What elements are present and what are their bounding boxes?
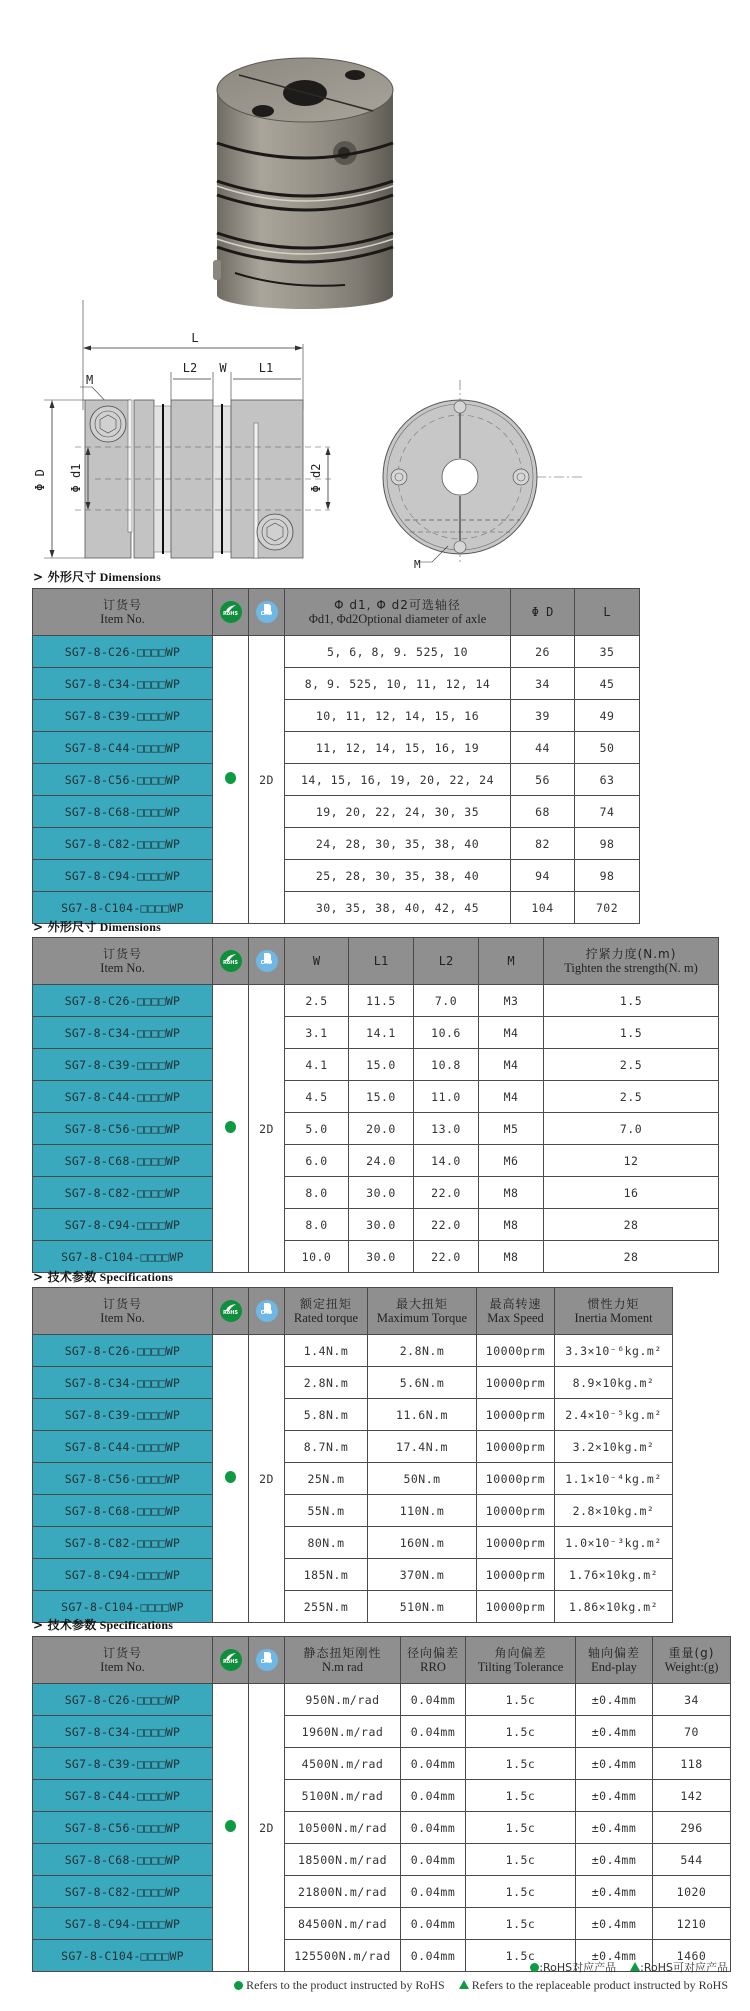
L2-cell: 10.6 <box>414 1017 479 1049</box>
axle-diameter-cell: 8, 9. 525, 10, 11, 12, 14 <box>285 668 511 700</box>
rated-torque-cell: 5.8N.m <box>285 1399 368 1431</box>
table-row <box>33 1844 731 1876</box>
header-maximum-torque: 最大扭矩 Maximum Torque <box>368 1288 477 1335</box>
specifications-table-1 <box>32 1287 673 1623</box>
item-no-cell: SG7-8-C56-□□□□WP <box>33 1463 213 1495</box>
table-row <box>33 1049 719 1081</box>
header-inertia-moment: 惯性力矩 Inertia Moment <box>555 1288 673 1335</box>
rohs-cell <box>213 1335 249 1623</box>
weight-cell: 34 <box>653 1684 731 1716</box>
axle-diameter-cell: 11, 12, 14, 15, 16, 19 <box>285 732 511 764</box>
M-cell: M8 <box>479 1177 544 1209</box>
weight-cell: 118 <box>653 1748 731 1780</box>
end-play-cell: ±0.4mm <box>576 1908 653 1940</box>
header-L2: L2 <box>414 938 479 985</box>
tilting-cell: 1.5c <box>466 1844 576 1876</box>
dim-label-W: W <box>219 361 227 375</box>
max-torque-cell: 5.6N.m <box>368 1367 477 1399</box>
stiffness-cell: 18500N.m/rad <box>285 1844 401 1876</box>
tilting-cell: 1.5c <box>466 1812 576 1844</box>
end-play-cell: ±0.4mm <box>576 1940 653 1972</box>
table-row <box>33 1177 719 1209</box>
item-no-cell: SG7-8-C82-□□□□WP <box>33 1177 213 1209</box>
item-no-cell: SG7-8-C44-□□□□WP <box>33 1780 213 1812</box>
header-item-no: 订货号 Item No. <box>33 938 213 985</box>
item-no-cell: SG7-8-C26-□□□□WP <box>33 1684 213 1716</box>
header-rohs <box>213 1637 249 1684</box>
phi-D-cell: 26 <box>511 636 575 668</box>
L1-cell: 24.0 <box>349 1145 414 1177</box>
product-photo-coupling <box>205 55 405 310</box>
rohs-compliant-dot-icon <box>225 1820 236 1832</box>
max-torque-cell: 11.6N.m <box>368 1399 477 1431</box>
header-rohs <box>213 1288 249 1335</box>
dim-label-M: M <box>86 373 94 387</box>
table-row <box>33 1367 673 1399</box>
M-cell: M8 <box>479 1209 544 1241</box>
inertia-moment-cell: 1.0×10⁻³kg.m² <box>555 1527 673 1559</box>
header-cad <box>249 1637 285 1684</box>
tighten-strength-cell: 16 <box>544 1177 719 1209</box>
L-cell: 49 <box>575 700 640 732</box>
rro-cell: 0.04mm <box>401 1876 466 1908</box>
item-no-cell: SG7-8-C56-□□□□WP <box>33 1812 213 1844</box>
header-end-play: 轴向偏差 End-play <box>576 1637 653 1684</box>
item-no-cell: SG7-8-C44-□□□□WP <box>33 732 213 764</box>
item-no-cell: SG7-8-C34-□□□□WP <box>33 1367 213 1399</box>
table-row <box>33 1748 731 1780</box>
M-cell: M8 <box>479 1241 544 1273</box>
axle-diameter-cell: 25, 28, 30, 35, 38, 40 <box>285 860 511 892</box>
table-row <box>33 732 640 764</box>
table-row <box>33 1716 731 1748</box>
table-row <box>33 1431 673 1463</box>
rohs-replaceable-triangle-icon <box>459 1980 469 1989</box>
item-no-cell: SG7-8-C68-□□□□WP <box>33 796 213 828</box>
item-no-cell: SG7-8-C39-□□□□WP <box>33 700 213 732</box>
item-no-cell: SG7-8-C39-□□□□WP <box>33 1748 213 1780</box>
item-no-cell: SG7-8-C68-□□□□WP <box>33 1495 213 1527</box>
end-play-cell: ±0.4mm <box>576 1684 653 1716</box>
rohs-compliant-dot-icon <box>530 1963 539 1972</box>
L2-cell: 22.0 <box>414 1209 479 1241</box>
dimensions-table-2 <box>32 937 719 1273</box>
end-play-cell: ±0.4mm <box>576 1812 653 1844</box>
stiffness-cell: 1960N.m/rad <box>285 1716 401 1748</box>
W-cell: 4.1 <box>285 1049 349 1081</box>
rated-torque-cell: 255N.m <box>285 1591 368 1623</box>
M-cell: M6 <box>479 1145 544 1177</box>
L1-cell: 30.0 <box>349 1209 414 1241</box>
rated-torque-cell: 2.8N.m <box>285 1367 368 1399</box>
dim-label-phiD: Φ D <box>33 469 47 491</box>
header-cad <box>249 938 285 985</box>
end-play-cell: ±0.4mm <box>576 1844 653 1876</box>
header-tighten-strength: 拧紧力度(N.m) Tighten the strength(N. m) <box>544 938 719 985</box>
rohs-badge-icon: RoHS <box>220 1300 242 1322</box>
table-header-row <box>33 589 640 636</box>
rated-torque-cell: 185N.m <box>285 1559 368 1591</box>
item-no-cell: SG7-8-C104-□□□□WP <box>33 1591 213 1623</box>
rro-cell: 0.04mm <box>401 1844 466 1876</box>
W-cell: 8.0 <box>285 1209 349 1241</box>
item-no-cell: SG7-8-C26-□□□□WP <box>33 985 213 1017</box>
axle-diameter-cell: 24, 28, 30, 35, 38, 40 <box>285 828 511 860</box>
axle-diameter-cell: 19, 20, 22, 24, 30, 35 <box>285 796 511 828</box>
phi-D-cell: 39 <box>511 700 575 732</box>
item-no-cell: SG7-8-C104-□□□□WP <box>33 892 213 924</box>
L-cell: 63 <box>575 764 640 796</box>
end-play-cell: ±0.4mm <box>576 1780 653 1812</box>
header-L: L <box>575 589 640 636</box>
max-torque-cell: 2.8N.m <box>368 1335 477 1367</box>
rro-cell: 0.04mm <box>401 1908 466 1940</box>
rohs-compliant-dot-icon <box>225 772 236 784</box>
phi-D-cell: 94 <box>511 860 575 892</box>
table-row <box>33 1559 673 1591</box>
M-cell: M4 <box>479 1081 544 1113</box>
item-no-cell: SG7-8-C34-□□□□WP <box>33 1716 213 1748</box>
tilting-cell: 1.5c <box>466 1716 576 1748</box>
item-no-cell: SG7-8-C68-□□□□WP <box>33 1844 213 1876</box>
inertia-moment-cell: 1.1×10⁻⁴kg.m² <box>555 1463 673 1495</box>
table-row <box>33 1081 719 1113</box>
header-rohs <box>213 589 249 636</box>
table-row <box>33 700 640 732</box>
max-torque-cell: 50N.m <box>368 1463 477 1495</box>
item-no-cell: SG7-8-C39-□□□□WP <box>33 1399 213 1431</box>
weight-cell: 1460 <box>653 1940 731 1972</box>
rro-cell: 0.04mm <box>401 1716 466 1748</box>
item-no-cell: SG7-8-C82-□□□□WP <box>33 1527 213 1559</box>
table-row <box>33 985 719 1017</box>
end-play-cell: ±0.4mm <box>576 1876 653 1908</box>
L1-cell: 11.5 <box>349 985 414 1017</box>
phi-D-cell: 104 <box>511 892 575 924</box>
L2-cell: 10.8 <box>414 1049 479 1081</box>
L-cell: 74 <box>575 796 640 828</box>
rohs-badge-icon: RoHS <box>220 1649 242 1671</box>
phi-D-cell: 56 <box>511 764 575 796</box>
cad-cell: 2D <box>249 1684 285 1972</box>
M-cell: M4 <box>479 1049 544 1081</box>
table-row <box>33 1145 719 1177</box>
W-cell: 10.0 <box>285 1241 349 1273</box>
specifications-table-2 <box>32 1636 731 1972</box>
M-cell: M3 <box>479 985 544 1017</box>
tighten-strength-cell: 2.5 <box>544 1049 719 1081</box>
header-L1: L1 <box>349 938 414 985</box>
L2-cell: 13.0 <box>414 1113 479 1145</box>
table-row <box>33 636 640 668</box>
header-weight: 重量(g) Weight:(g) <box>653 1637 731 1684</box>
cad-badge-icon: CAD <box>256 950 278 972</box>
section-title-specifications-2: > 技术参数 Specifications <box>33 1618 174 1632</box>
table-row <box>33 828 640 860</box>
rohs-cell <box>213 985 249 1273</box>
dim-label-phid2: Φ d2 <box>309 463 323 493</box>
rated-torque-cell: 1.4N.m <box>285 1335 368 1367</box>
weight-cell: 544 <box>653 1844 731 1876</box>
W-cell: 8.0 <box>285 1177 349 1209</box>
table-row <box>33 1495 673 1527</box>
rated-torque-cell: 8.7N.m <box>285 1431 368 1463</box>
weight-cell: 142 <box>653 1780 731 1812</box>
L-cell: 45 <box>575 668 640 700</box>
header-rated-torque: 额定扭矩 Rated torque <box>285 1288 368 1335</box>
header-optional-axle-diameter: Φ d1, Φ d2可选轴径 Φd1, Φd2Optional diameter of axle <box>285 589 511 636</box>
tighten-strength-cell: 28 <box>544 1241 719 1273</box>
max-speed-cell: 10000prm <box>477 1495 555 1527</box>
table-row <box>33 1908 731 1940</box>
tighten-strength-cell: 12 <box>544 1145 719 1177</box>
phi-D-cell: 44 <box>511 732 575 764</box>
dimensions-table-1 <box>32 588 640 924</box>
table-row <box>33 668 640 700</box>
table-row <box>33 1527 673 1559</box>
item-no-cell: SG7-8-C82-□□□□WP <box>33 1876 213 1908</box>
axle-diameter-cell: 14, 15, 16, 19, 20, 22, 24 <box>285 764 511 796</box>
tilting-cell: 1.5c <box>466 1780 576 1812</box>
item-no-cell: SG7-8-C104-□□□□WP <box>33 1940 213 1972</box>
rohs-cell <box>213 1684 249 1972</box>
rated-torque-cell: 25N.m <box>285 1463 368 1495</box>
item-no-cell: SG7-8-C104-□□□□WP <box>33 1241 213 1273</box>
cad-cell: 2D <box>249 1335 285 1623</box>
end-play-cell: ±0.4mm <box>576 1748 653 1780</box>
table-row <box>33 1812 731 1844</box>
rro-cell: 0.04mm <box>401 1748 466 1780</box>
rated-torque-cell: 80N.m <box>285 1527 368 1559</box>
rohs-badge-icon: RoHS <box>220 950 242 972</box>
tilting-cell: 1.5c <box>466 1684 576 1716</box>
item-no-cell: SG7-8-C34-□□□□WP <box>33 668 213 700</box>
inertia-moment-cell: 1.76×10kg.m² <box>555 1559 673 1591</box>
rro-cell: 0.04mm <box>401 1940 466 1972</box>
L1-cell: 20.0 <box>349 1113 414 1145</box>
item-no-cell: SG7-8-C44-□□□□WP <box>33 1431 213 1463</box>
item-no-cell: SG7-8-C39-□□□□WP <box>33 1049 213 1081</box>
weight-cell: 296 <box>653 1812 731 1844</box>
rohs-replaceable-triangle-icon <box>630 1962 640 1971</box>
header-tilting-tolerance: 角向偏差 Tilting Tolerance <box>466 1637 576 1684</box>
inertia-moment-cell: 2.4×10⁻⁵kg.m² <box>555 1399 673 1431</box>
phi-D-cell: 34 <box>511 668 575 700</box>
max-torque-cell: 110N.m <box>368 1495 477 1527</box>
table-row <box>33 796 640 828</box>
weight-cell: 70 <box>653 1716 731 1748</box>
section-title-dimensions-1: > 外形尺寸 Dimensions <box>33 570 161 584</box>
L-cell: 50 <box>575 732 640 764</box>
max-speed-cell: 10000prm <box>477 1591 555 1623</box>
table-row <box>33 1335 673 1367</box>
end-view-label-M: M <box>414 558 421 570</box>
table-row <box>33 1017 719 1049</box>
max-speed-cell: 10000prm <box>477 1463 555 1495</box>
header-item-no: 订货号 Item No. <box>33 1637 213 1684</box>
item-no-cell: SG7-8-C26-□□□□WP <box>33 1335 213 1367</box>
max-speed-cell: 10000prm <box>477 1335 555 1367</box>
W-cell: 3.1 <box>285 1017 349 1049</box>
item-no-cell: SG7-8-C94-□□□□WP <box>33 860 213 892</box>
dim-label-L: L <box>191 331 199 345</box>
header-item-no: 订货号 Item No. <box>33 1288 213 1335</box>
L2-cell: 22.0 <box>414 1177 479 1209</box>
header-M: M <box>479 938 544 985</box>
max-speed-cell: 10000prm <box>477 1431 555 1463</box>
inertia-moment-cell: 2.8×10kg.m² <box>555 1495 673 1527</box>
cad-cell: 2D <box>249 985 285 1273</box>
inertia-moment-cell: 3.3×10⁻⁶kg.m² <box>555 1335 673 1367</box>
rro-cell: 0.04mm <box>401 1684 466 1716</box>
rohs-cell <box>213 636 249 924</box>
item-no-cell: SG7-8-C94-□□□□WP <box>33 1908 213 1940</box>
max-speed-cell: 10000prm <box>477 1559 555 1591</box>
L2-cell: 22.0 <box>414 1241 479 1273</box>
axle-diameter-cell: 10, 11, 12, 14, 15, 16 <box>285 700 511 732</box>
item-no-cell: SG7-8-C44-□□□□WP <box>33 1081 213 1113</box>
stiffness-cell: 84500N.m/rad <box>285 1908 401 1940</box>
table-header-row <box>33 1288 673 1335</box>
weight-cell: 1210 <box>653 1908 731 1940</box>
dim-label-L2: L2 <box>182 361 198 375</box>
max-torque-cell: 160N.m <box>368 1527 477 1559</box>
table-row <box>33 1399 673 1431</box>
legend-english: Refers to the product instructed by RoHS Refers to the replaceable product instructed by RoHS <box>234 1978 728 1993</box>
max-torque-cell: 370N.m <box>368 1559 477 1591</box>
inertia-moment-cell: 8.9×10kg.m² <box>555 1367 673 1399</box>
tighten-strength-cell: 7.0 <box>544 1113 719 1145</box>
item-no-cell: SG7-8-C26-□□□□WP <box>33 636 213 668</box>
header-phi-D: Φ D <box>511 589 575 636</box>
tilting-cell: 1.5c <box>466 1748 576 1780</box>
cad-cell: 2D <box>249 636 285 924</box>
axle-diameter-cell: 30, 35, 38, 40, 42, 45 <box>285 892 511 924</box>
L2-cell: 14.0 <box>414 1145 479 1177</box>
dim-label-L1: L1 <box>258 361 274 375</box>
L1-cell: 15.0 <box>349 1049 414 1081</box>
table-row <box>33 764 640 796</box>
weight-cell: 1020 <box>653 1876 731 1908</box>
L-cell: 702 <box>575 892 640 924</box>
L1-cell: 15.0 <box>349 1081 414 1113</box>
item-no-cell: SG7-8-C56-□□□□WP <box>33 1113 213 1145</box>
inertia-moment-cell: 3.2×10kg.m² <box>555 1431 673 1463</box>
cad-badge-icon: CAD <box>256 1649 278 1671</box>
stiffness-cell: 4500N.m/rad <box>285 1748 401 1780</box>
W-cell: 2.5 <box>285 985 349 1017</box>
header-max-speed: 最高转速 Max Speed <box>477 1288 555 1335</box>
L-cell: 35 <box>575 636 640 668</box>
table-header-row <box>33 1637 731 1684</box>
header-cad <box>249 589 285 636</box>
cad-badge-icon: CAD <box>256 601 278 623</box>
rohs-compliant-dot-icon <box>234 1981 243 1990</box>
rohs-compliant-dot-icon <box>225 1121 236 1133</box>
section-title-specifications-1: > 技术参数 Specifications <box>33 1270 174 1284</box>
header-static-torsional-stiffness: 静态扭矩刚性 N.m rad <box>285 1637 401 1684</box>
max-torque-cell: 510N.m <box>368 1591 477 1623</box>
section-title-dimensions-2: > 外形尺寸 Dimensions <box>33 920 161 934</box>
table-row <box>33 860 640 892</box>
max-speed-cell: 10000prm <box>477 1367 555 1399</box>
rro-cell: 0.04mm <box>401 1812 466 1844</box>
max-torque-cell: 17.4N.m <box>368 1431 477 1463</box>
rohs-badge-icon: RoHS <box>220 601 242 623</box>
W-cell: 6.0 <box>285 1145 349 1177</box>
rro-cell: 0.04mm <box>401 1780 466 1812</box>
phi-D-cell: 82 <box>511 828 575 860</box>
rohs-compliant-dot-icon <box>225 1471 236 1483</box>
table-row <box>33 1463 673 1495</box>
dim-label-phid1: Φ d1 <box>69 463 83 493</box>
item-no-cell: SG7-8-C94-□□□□WP <box>33 1559 213 1591</box>
L-cell: 98 <box>575 860 640 892</box>
item-no-cell: SG7-8-C56-□□□□WP <box>33 764 213 796</box>
item-no-cell: SG7-8-C94-□□□□WP <box>33 1209 213 1241</box>
item-no-cell: SG7-8-C34-□□□□WP <box>33 1017 213 1049</box>
table-row <box>33 1113 719 1145</box>
L1-cell: 30.0 <box>349 1241 414 1273</box>
header-rohs <box>213 938 249 985</box>
table-row <box>33 1780 731 1812</box>
L1-cell: 30.0 <box>349 1177 414 1209</box>
stiffness-cell: 21800N.m/rad <box>285 1876 401 1908</box>
tilting-cell: 1.5c <box>466 1908 576 1940</box>
stiffness-cell: 10500N.m/rad <box>285 1812 401 1844</box>
item-no-cell: SG7-8-C68-□□□□WP <box>33 1145 213 1177</box>
tilting-cell: 1.5c <box>466 1940 576 1972</box>
phi-D-cell: 68 <box>511 796 575 828</box>
legend-chinese: :RoHS对应产品 :RoHS可对应产品 <box>530 1959 728 1975</box>
tighten-strength-cell: 28 <box>544 1209 719 1241</box>
tilting-cell: 1.5c <box>466 1876 576 1908</box>
M-cell: M5 <box>479 1113 544 1145</box>
stiffness-cell: 950N.m/rad <box>285 1684 401 1716</box>
technical-drawing <box>30 300 590 570</box>
W-cell: 4.5 <box>285 1081 349 1113</box>
table-row <box>33 1684 731 1716</box>
header-cad <box>249 1288 285 1335</box>
stiffness-cell: 5100N.m/rad <box>285 1780 401 1812</box>
M-cell: M4 <box>479 1017 544 1049</box>
stiffness-cell: 125500N.m/rad <box>285 1940 401 1972</box>
tighten-strength-cell: 1.5 <box>544 985 719 1017</box>
table-row <box>33 1876 731 1908</box>
item-no-cell: SG7-8-C82-□□□□WP <box>33 828 213 860</box>
cad-badge-icon: CAD <box>256 1300 278 1322</box>
tighten-strength-cell: 2.5 <box>544 1081 719 1113</box>
L-cell: 98 <box>575 828 640 860</box>
max-speed-cell: 10000prm <box>477 1399 555 1431</box>
L2-cell: 7.0 <box>414 985 479 1017</box>
tighten-strength-cell: 1.5 <box>544 1017 719 1049</box>
header-W: W <box>285 938 349 985</box>
W-cell: 5.0 <box>285 1113 349 1145</box>
header-radial-deviation: 径向偏差 RRO <box>401 1637 466 1684</box>
L1-cell: 14.1 <box>349 1017 414 1049</box>
max-speed-cell: 10000prm <box>477 1527 555 1559</box>
inertia-moment-cell: 1.86×10kg.m² <box>555 1591 673 1623</box>
table-row <box>33 1209 719 1241</box>
header-item-no: 订货号 Item No. <box>33 589 213 636</box>
axle-diameter-cell: 5, 6, 8, 9. 525, 10 <box>285 636 511 668</box>
L2-cell: 11.0 <box>414 1081 479 1113</box>
end-play-cell: ±0.4mm <box>576 1716 653 1748</box>
table-header-row <box>33 938 719 985</box>
rated-torque-cell: 55N.m <box>285 1495 368 1527</box>
